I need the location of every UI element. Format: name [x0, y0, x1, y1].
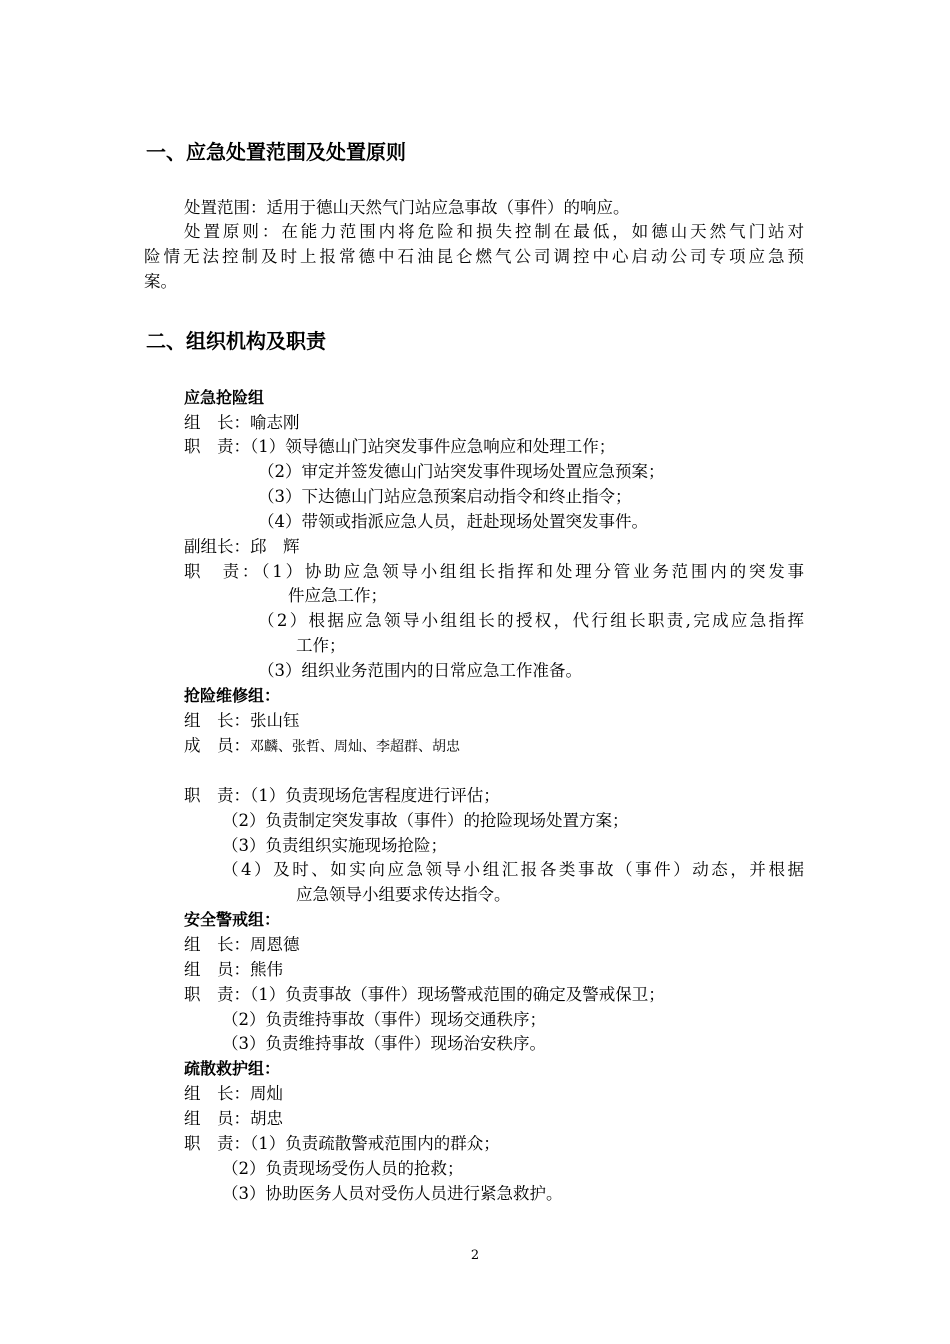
- group-4-leader: 组 长：周灿: [184, 1084, 283, 1103]
- section-1-title: 一、应急处置范围及处置原则: [146, 140, 406, 164]
- group-1-duty-6a: （2）根据应急领导小组组长的授权，代行组长职责,完成应急指挥: [258, 611, 804, 630]
- section-2-title: 二、组织机构及职责: [146, 329, 326, 353]
- principle-line-3: 案。: [144, 272, 177, 291]
- scope-text: 处置范围：适用于德山天然气门站应急事故（事件）的响应。: [184, 198, 630, 217]
- group-3-member: 组 员：熊伟: [184, 960, 283, 979]
- group-1-duty-3: （3）下达德山门站应急预案启动指令和终止指令；: [258, 487, 632, 506]
- group-1-leader: 组 长：喻志刚: [184, 413, 300, 432]
- group-3-name: 安全警戒组：: [184, 910, 281, 929]
- group-1-duty-2: （2）审定并签发德山门站突发事件现场处置应急预案；: [258, 462, 665, 481]
- group-1-deputy: 副组长：邱 辉: [184, 537, 300, 556]
- group-3-duty-3: （3）负责维持事故（事件）现场治安秩序。: [222, 1034, 546, 1053]
- group-1-duty-1: 职 责：（1）领导德山门站突发事件应急响应和处理工作；: [184, 437, 616, 456]
- group-2-members-label: 成 员：: [184, 736, 250, 755]
- group-2-members: [184, 735, 460, 758]
- group-2-leader: 组 长：张山钰: [184, 711, 300, 730]
- group-4-duty-3: （3）协助医务人员对受伤人员进行紧急救护。: [222, 1184, 563, 1203]
- group-4-member: 组 员：胡忠: [184, 1109, 283, 1128]
- group-3-duty-2: （2）负责维持事故（事件）现场交通秩序；: [222, 1010, 546, 1029]
- group-1-duty-7: （3）组织业务范围内的日常应急工作准备。: [258, 661, 582, 680]
- group-2-name: 抢险维修组：: [184, 686, 281, 705]
- group-1-duty-5b: 件应急工作；: [288, 586, 387, 605]
- group-2-duty-2: （2）负责制定突发事故（事件）的抢险现场处置方案；: [222, 811, 629, 830]
- group-1-name: 应急抢险组: [184, 388, 265, 407]
- group-1-duty-4: （4）带领或指派应急人员，赶赴现场处置突发事件。: [258, 512, 648, 531]
- group-1-duty-5a: 职 责：（1）协助应急领导小组组长指挥和处理分管业务范围内的突发事: [184, 562, 804, 581]
- group-2-duty-4b: 应急领导小组要求传达指令。: [296, 885, 511, 904]
- group-4-name: 疏散救护组：: [184, 1059, 281, 1078]
- group-3-leader: 组 长：周恩德: [184, 935, 300, 954]
- group-2-duty-1: 职 责：（1）负责现场危害程度进行评估；: [184, 786, 500, 805]
- group-2-members-names: 邓麟、张哲、周灿、李超群、胡忠: [250, 739, 460, 755]
- group-2-duty-4a: （4）及时、如实向应急领导小组汇报各类事故（事件）动态，并根据: [222, 860, 804, 879]
- principle-line-1: 处置原则：在能力范围内将危险和损失控制在最低，如德山天然气门站对: [184, 222, 804, 241]
- principle-line-2: 险情无法控制及时上报常德中石油昆仑燃气公司调控中心启动公司专项应急预: [144, 247, 804, 266]
- group-2-duty-3: （3）负责组织实施现场抢险；: [222, 836, 447, 855]
- group-3-duty-1: 职 责：（1）负责事故（事件）现场警戒范围的确定及警戒保卫；: [184, 985, 665, 1004]
- group-4-duty-2: （2）负责现场受伤人员的抢救；: [222, 1159, 464, 1178]
- page-number: 2: [470, 1248, 480, 1263]
- group-1-duty-6b: 工作；: [296, 636, 346, 655]
- group-4-duty-1: 职 责：（1）负责疏散警戒范围内的群众；: [184, 1134, 500, 1153]
